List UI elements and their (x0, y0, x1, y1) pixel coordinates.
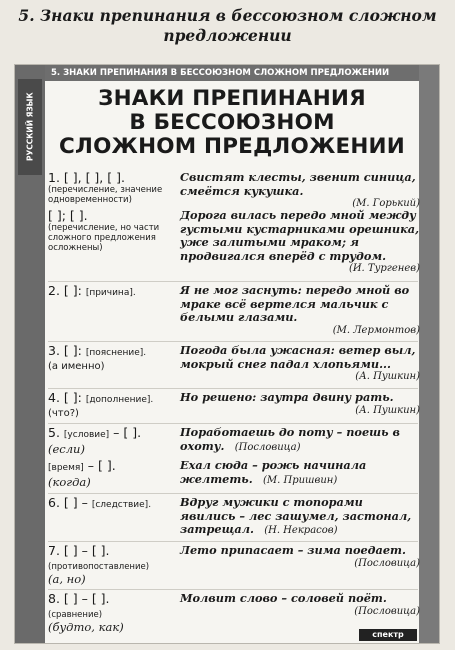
scheme-conjunction: (а, но) (48, 572, 86, 586)
scheme-formula: 2. [ ]: (48, 283, 86, 298)
example-sentence (180, 459, 420, 487)
punctuation-scheme (48, 592, 176, 634)
example-text: Свистят клесты, звенит синица, смеётся кукушка. (180, 170, 416, 198)
example-author: (М. Горький) (352, 198, 420, 209)
row-divider (48, 541, 418, 542)
example-author: (А. Пушкин) (355, 371, 420, 382)
scheme-tag: [пояснение]. (85, 348, 147, 358)
scheme-formula: 6. [ ] – (48, 495, 92, 510)
example-sentence (180, 391, 420, 417)
scheme-note: (сравнение) (48, 610, 103, 620)
scheme-conjunction: (если) (48, 442, 85, 456)
scheme-note: (перечисление, но части сложного предложения осложнены) (48, 223, 160, 253)
example-sentence (180, 209, 420, 275)
example-text: Я не мог заснуть: передо мной во мраке всё вертелся мальчик с белыми глазами. (180, 283, 410, 324)
example-text: Погода была ужасная: ветер выл, мокрый снег падал хлопьями... (180, 343, 416, 371)
row-divider (48, 493, 418, 494)
scheme-formula-tail: – [ ]. (109, 425, 142, 440)
scheme-note: (противопоставление) (48, 562, 150, 572)
scheme-formula: 7. [ ] – [ ]. (48, 543, 110, 558)
page-title: 5. Знаки препинания в бессоюзном сложном предложении (18, 6, 437, 45)
example-text: Поработаешь до поту – поешь в охоту. (180, 425, 400, 453)
poster (14, 64, 440, 644)
punctuation-scheme (48, 209, 176, 253)
poster-title-line: В БЕССОЮЗНОМ (129, 110, 335, 135)
row-divider (48, 388, 418, 389)
example-text: Вдруг мужики с топорами явились – лес зашумел, застонал, затрещал. (180, 495, 412, 536)
scheme-tag: [время] (48, 463, 84, 473)
example-text: Но решено: заутра двину рать. (180, 390, 394, 404)
punctuation-scheme (48, 544, 176, 586)
publisher-logo: спектр (359, 629, 417, 641)
poster-title (45, 87, 419, 159)
subject-tag: РУССКИЙ ЯЗЫК (18, 79, 42, 175)
scheme-formula-tail: – [ ]. (83, 458, 116, 473)
right-side-strip (419, 65, 439, 643)
poster-title-line: ЗНАКИ ПРЕПИНАНИЯ (98, 86, 366, 111)
scheme-note: (перечисление, значение одновременности) (48, 185, 163, 205)
example-sentence (180, 544, 420, 570)
punctuation-scheme (48, 391, 176, 421)
example-text: Дорога вилась передо мной между густыми кустарниками орешника, уже залитыми мраком; я продвигался вперёд с трудом. (180, 208, 419, 263)
punctuation-scheme (48, 171, 176, 205)
punctuation-scheme (48, 426, 176, 456)
row-divider (48, 423, 418, 424)
row-divider (48, 589, 418, 590)
example-sentence (180, 426, 420, 454)
example-author: (М. Лермонтов) (332, 324, 420, 336)
scheme-conjunction: (будто, как) (48, 620, 124, 634)
punctuation-scheme (48, 496, 176, 512)
example-text: Ехал сюда – рожь начинала желтеть. (180, 458, 367, 486)
punctuation-scheme (48, 344, 176, 374)
example-author: (А. Пушкин) (355, 404, 420, 416)
row-divider (48, 341, 418, 342)
scheme-tag: [причина]. (85, 288, 136, 298)
scheme-tag: [дополнение]. (85, 395, 154, 405)
example-sentence (180, 284, 420, 337)
scheme-formula: [ ]; [ ]. (48, 208, 88, 223)
scheme-question: (а именно) (48, 361, 105, 372)
example-text: Молвит слово – соловей поёт. (180, 591, 387, 605)
example-text: Лето припасает – зима поедает. (180, 543, 406, 557)
example-sentence (180, 592, 420, 618)
poster-header-band: 5. ЗНАКИ ПРЕПИНАНИЯ В БЕССОЮЗНОМ СЛОЖНОМ ПРЕДЛОЖЕНИИ (45, 65, 419, 81)
example-author: (М. Пришвин) (262, 474, 338, 486)
scheme-formula: 3. [ ]: (48, 343, 86, 358)
scheme-formula: 1. [ ], [ ], [ ]. (48, 170, 125, 185)
punctuation-scheme (48, 284, 176, 300)
example-author: (Н. Некрасов) (264, 525, 338, 536)
example-author: (Пословица) (354, 557, 420, 569)
scheme-formula: 4. [ ]: (48, 390, 86, 405)
scheme-formula: 5. (48, 425, 64, 440)
example-author: (Пословица) (354, 605, 420, 617)
example-author: (Пословица) (234, 441, 301, 453)
example-sentence (180, 344, 420, 383)
scheme-formula: 8. [ ] – [ ]. (48, 591, 110, 606)
row-divider (48, 281, 418, 282)
poster-title-line: СЛОЖНОМ ПРЕДЛОЖЕНИИ (59, 134, 405, 159)
example-sentence (180, 496, 420, 538)
punctuation-scheme (48, 459, 176, 489)
example-sentence (180, 171, 420, 210)
scheme-tag: [условие] (63, 430, 110, 440)
left-side-strip (15, 65, 45, 643)
example-author: (И. Тургенев) (348, 263, 420, 274)
scheme-tag: [следствие]. (91, 500, 152, 510)
scheme-conjunction: (когда) (48, 475, 91, 489)
scheme-question: (что?) (48, 408, 79, 419)
